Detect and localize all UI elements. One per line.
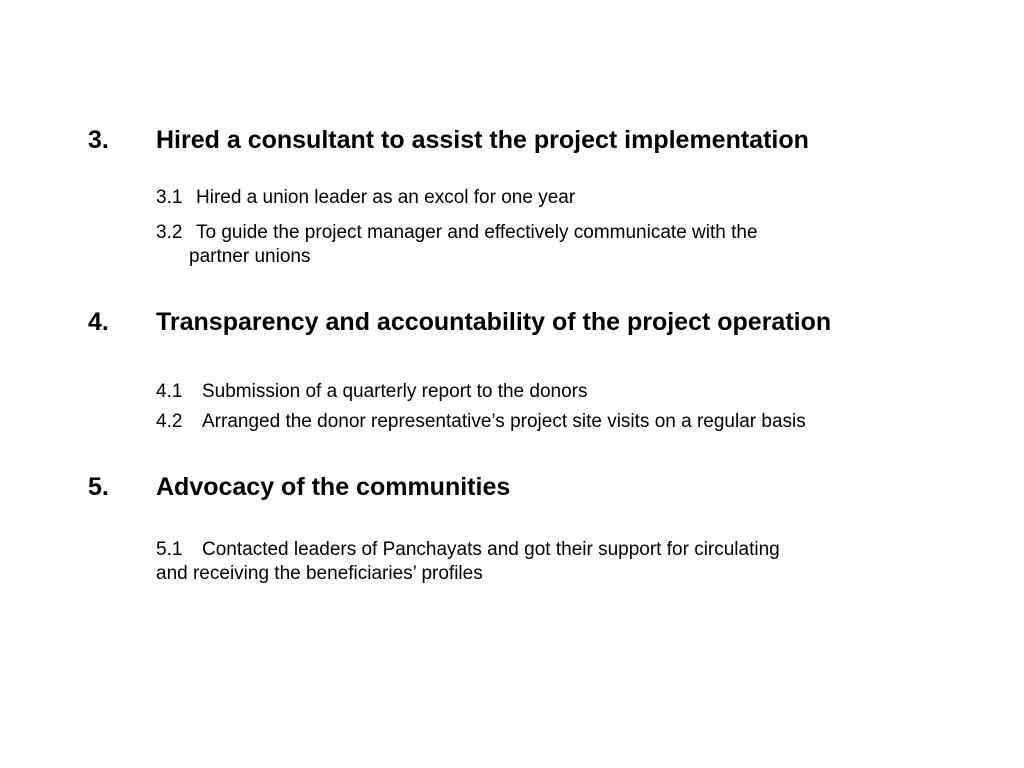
subitem-4-1	[156, 380, 587, 404]
section-number: 3.	[88, 126, 109, 154]
subitem-number: 5.1	[156, 539, 183, 560]
subitem-3-2	[156, 221, 758, 269]
section-heading-4	[88, 307, 831, 337]
subitem-text: Hired a union leader as an excol for one year	[196, 187, 576, 208]
section-title: Hired a consultant to assist the project implementation	[156, 126, 809, 154]
subitem-3-1	[156, 186, 575, 210]
subitem-text: Arranged the donor representative’s project site visits on a regular basis	[202, 411, 806, 432]
subitem-5-1	[156, 538, 780, 586]
subitem-4-2	[156, 410, 806, 434]
subitem-continuation: partner unions	[189, 246, 311, 267]
section-number: 5.	[88, 473, 109, 501]
subitem-text: Contacted leaders of Panchayats and got their support for circulating	[202, 539, 780, 560]
subitem-number: 3.2	[156, 222, 183, 243]
section-heading-5	[88, 472, 510, 502]
section-title: Transparency and accountability of the project operation	[156, 308, 832, 336]
subitem-number: 3.1	[156, 187, 183, 208]
section-heading-3	[88, 125, 809, 155]
subitem-continuation: and receiving the beneficiaries’ profiles	[156, 563, 483, 584]
section-title: Advocacy of the communities	[156, 473, 511, 501]
subitem-text: Submission of a quarterly report to the donors	[202, 381, 588, 402]
subitem-number: 4.2	[156, 411, 183, 432]
subitem-number: 4.1	[156, 381, 183, 402]
subitem-text: To guide the project manager and effectively communicate with the	[196, 222, 758, 243]
section-number: 4.	[88, 308, 109, 336]
